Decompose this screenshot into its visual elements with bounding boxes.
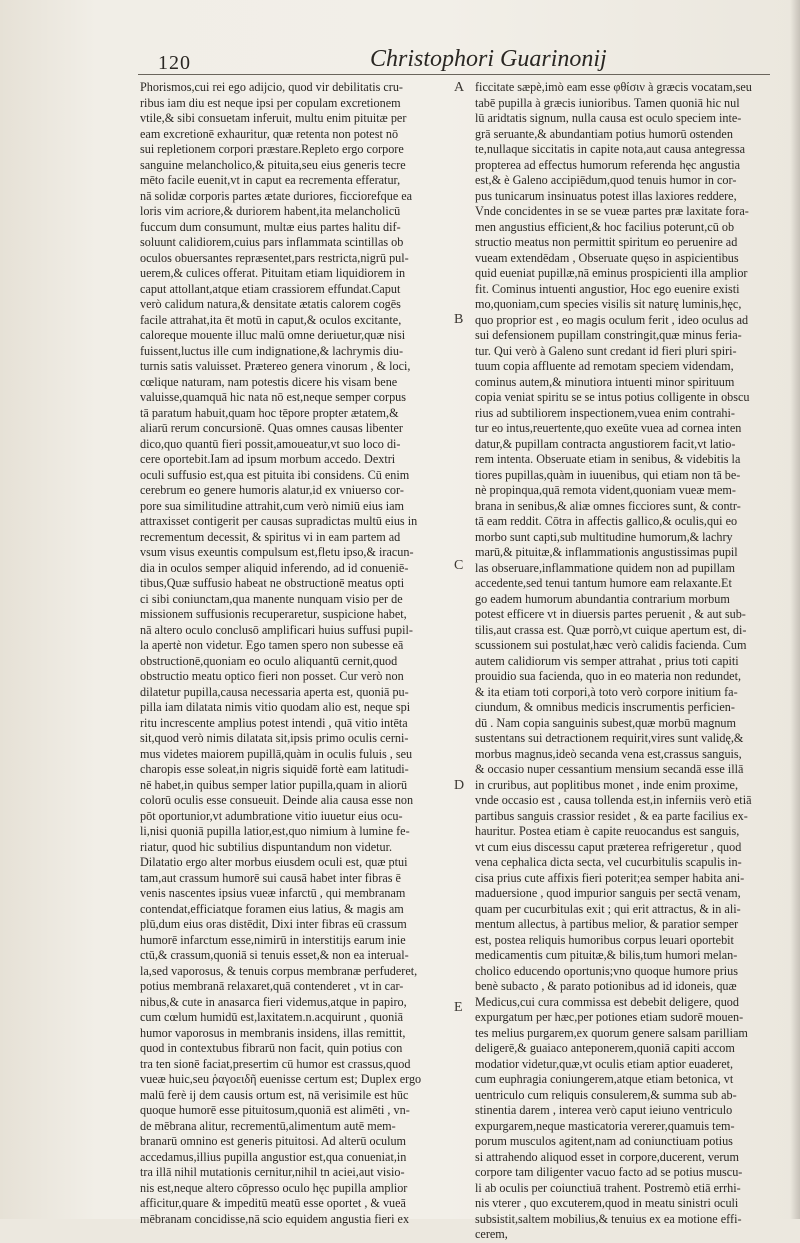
header-rule xyxy=(138,74,770,75)
text-line: rem intenta. Obseruate etiam in senibus, & videbitis la xyxy=(475,452,741,466)
text-line: maduersione , quod impurior sanguis per sectā venam, xyxy=(475,886,741,900)
text-line: facile attrahat,ita ēt motū in caput,& oculos excitante, xyxy=(140,312,402,327)
text-line: soluunt calidiorem,cuius pars inflammata scintillas ob xyxy=(140,235,404,249)
text-line: ci sibi coniunctam,qua manente nunquam visio per de xyxy=(140,591,403,606)
text-line: corpore tam diligenter vacuo facto ad se potius muscu- xyxy=(475,1165,743,1179)
text-line: te,nullaque siccitatis in capite nota,aut causa antegressa xyxy=(475,142,746,156)
text-line: quoque humorē esse pituitosum,quoniā est alimēti , vn- xyxy=(140,1103,410,1117)
text-line: partibus sanguis crassior residet , & ea parte facilius ex- xyxy=(475,808,748,823)
text-line: expurgatum per hæc,per potiones etiam sudorē mouen- xyxy=(475,1010,744,1024)
text-line: quid eueniat pupillæ,nā eminus prospicienti illa amplior xyxy=(475,266,748,280)
text-line: & ita etiam toti corpori,à toto verò corpore initium fa- xyxy=(475,684,738,699)
text-line: humorē infarctum esse,nimirū in interstitijs earum inie xyxy=(140,932,406,947)
text-line: structio meatus non permittit spiritum eo peruenire ad xyxy=(475,235,738,249)
text-line: mo,quoniam,cum species visilis sit naturę luminis,hęc, xyxy=(475,297,742,311)
text-line: plū,dum eius oras distēdit, Dixi inter fibras eū crassum xyxy=(140,917,407,931)
text-line: ciundum, & omnibus medicis inscrumentis perficien- xyxy=(475,700,735,714)
text-line: sui repletionem corpori præstare.Repleto ergo corpore xyxy=(140,142,404,156)
page-edge-shadow xyxy=(790,0,800,1219)
text-line: aliarū rerum concursionē. Quas omnes causas libenter xyxy=(140,421,403,435)
text-line: mus videtes maiorem pupillā,quàm in oculis fuluis , seu xyxy=(140,746,413,761)
text-line: uentriculo cum reliquis consulerem,& summa sub ab- xyxy=(475,1087,737,1102)
text-line: tā eam reddit. Cōtra in affectis gallico,& oculis,qui eo xyxy=(475,514,738,528)
text-line: charopis esse soleat,in nigris siquidē fortè eam latitudi- xyxy=(140,762,409,776)
text-line: nè propinqua,quā remota vident,quoniam vueæ mem- xyxy=(475,483,736,497)
text-line: vueam extendēdam , Obseruate quęso in aspicientibus xyxy=(475,250,739,265)
text-line: fit. Cominus intuenti angustior, Hoc ego euenire existi xyxy=(475,281,740,296)
text-line: li,nisi quoniā pupilla latior,est,quo nimium à lumine fe- xyxy=(140,824,410,838)
text-line: turnis satis valuisset. Prætereo genera vinorum , & loci, xyxy=(140,359,411,373)
text-line: est,& è Galeno accipiēdum,quod tenuis humor in cor- xyxy=(475,173,737,187)
text-line: mēto facile euenit,vt in caput ea recrementa efferatur, xyxy=(140,173,401,187)
text-line: ritu increscente amplius potest intendi , quā vitio intēta xyxy=(140,715,408,730)
text-line: Vnde concidentes in se se vueæ partes præ laxitate fora- xyxy=(475,204,749,218)
text-line: cum euphragia coniungerem,atque etiam betonica, vt xyxy=(475,1072,734,1086)
text-line: vt cum eius discessu caput præterea refrigeretur , quod xyxy=(475,839,742,854)
text-line: autem calidiorum vis semper attrahat , prius toti capiti xyxy=(475,653,739,668)
text-line: benè subacto , & parato potionibus ad id idoneis, quæ xyxy=(475,979,737,993)
text-line: valuisse,quamquā hic nata nō est,neque semper corpus xyxy=(140,390,407,404)
text-line: accedente,sed tenui tantum humore eam relaxante.Et xyxy=(475,576,732,590)
margin-letter-c: C xyxy=(454,558,464,573)
text-line: dico,quo quantū fieri possit,amoueatur,vt suo loco di- xyxy=(140,436,401,451)
text-line: tur eo intus,reuertente,quo exeūte vuea ad cornea inten xyxy=(475,421,742,435)
text-line: recrementum decessit, & spiritus vi in eam partem ad xyxy=(140,529,401,544)
text-line: grā seruante,& abundantiam potius humorū ostenden xyxy=(475,126,733,141)
text-line: tur. Qui verò à Galeno sunt credant id fieri pluri spiri- xyxy=(475,343,737,358)
text-line: tabē pupilla à græcis iunioribus. Tamen quoniā hic nul xyxy=(475,95,740,110)
text-line: deligerē,& guaiaco anteponerem,quoniā capiti accom xyxy=(475,1041,735,1055)
text-line: obstructio meatu optico fieri non posset. Cur verò non xyxy=(140,669,404,683)
text-line: pore sua similitudine attrahit,cum verò nimiū eius iam xyxy=(140,498,405,513)
text-line: tilis,aut crassa est. Quæ porrò,vt cuique apertum est, di- xyxy=(475,622,747,637)
text-line: cere oportebit.Iam ad ipsum morbum accedo. Dextri xyxy=(140,452,396,466)
margin-letter-a: A xyxy=(454,80,465,95)
text-line: ribus iam diu est neque ipsi per copulam excretionem xyxy=(140,95,401,110)
text-line: fuccum dum consumunt, multæ eius partes halitu dif- xyxy=(140,219,401,234)
text-line: dū . Nam copia sanguinis subest,quæ morbū magnum xyxy=(475,715,736,730)
text-line: la,sed vaporosus, & tenuis corpus membranæ perfuderet, xyxy=(140,963,418,978)
text-line: brana in senibus,& aliæ omnes ficciores sunt, & contr- xyxy=(475,498,741,513)
text-line: cerebrum eo genere humoris alatur,id ex vniuerso cor- xyxy=(140,483,404,497)
text-line: fuissent,luctus ille cum indignatione,& lachrymis diu- xyxy=(140,343,404,358)
text-line: cominus autem,& minutiora intuenti minor spirituum xyxy=(475,374,735,389)
text-line: est, postea reliquis humoribus corpus leuari oportebit xyxy=(475,932,734,947)
text-line: eam excretionē exhauritur, quæ retenta non potest nō xyxy=(140,126,399,141)
text-line: oculos obuersantes repræsentet,pars restricta,nigrū pul- xyxy=(140,250,409,265)
text-line: Medicus,cui cura commissa est debebit deligere, quod xyxy=(475,994,739,1009)
text-line: pus tunicarum insinuatus potest illas laxiores reddere, xyxy=(475,188,737,203)
text-line: sustentans sui detractionem requirit,vires sunt validę,& xyxy=(475,731,744,745)
text-line: quam per cucurbitulas exit ; qui erit attractus, & in ali- xyxy=(475,901,741,916)
text-line: malū ferè ij dem causis ortum est, nā verisimile est hūc xyxy=(140,1087,409,1102)
text-line: dilatetur pupilla,causa necessaria aperta est, quoniā pu- xyxy=(140,684,409,699)
text-line: venis nascentes ipsius vueæ infarctū , qui membranam xyxy=(140,886,406,900)
text-line: si attrahendo aliquod esset in corpore,ducerent, verum xyxy=(475,1149,739,1164)
margin-letter-b: B xyxy=(454,312,464,327)
text-line: quod in contextubus fibrarū non facit, quin potius con xyxy=(140,1041,403,1055)
text-line: branarū omnino est generis pituitosi. Ad alterū oculum xyxy=(140,1134,407,1148)
text-line: vena cephalica dicta secta, vel cucurbitulis scapulis in- xyxy=(475,855,742,869)
text-line: morbus magnus,ideò secanda vena est,crassus sanguis, xyxy=(475,746,742,761)
text-line: sanguine melancholico,& pituita,seu eius generis tecre xyxy=(140,157,406,172)
text-line: vsum visus exeuntis compulsum est,fletu ipso,& iracun- xyxy=(140,545,414,559)
text-line: tuum copia affluente ad remotam speciem videndam, xyxy=(475,359,734,373)
text-line: vueæ huic,seu ῥαγοειδῆ euenisse certum est; Duplex ergo xyxy=(140,1072,422,1086)
text-line: copia veniat spiritu se se intus potius colligente in obscu xyxy=(475,390,750,404)
text-line: colorū oculis esse consueuit. Deinde alia causa esse non xyxy=(140,793,414,807)
text-line: vnde occasio est , causa tollenda est,in inferniis verò etiā xyxy=(475,793,752,807)
text-line: obstructionē,quoniam eo oculo aliquantū cernit,quod xyxy=(140,653,398,668)
text-line: nis vterer , quo excuterem,quod in meatu sinistri oculi xyxy=(475,1196,739,1210)
text-line: cerem, xyxy=(475,1227,508,1241)
text-line: cholico educendo oportunis;vno quoque humore prius xyxy=(475,963,738,978)
text-line: tra illā nihil mutationis cernitur,nihil tn aciei,aut visio- xyxy=(140,1165,405,1179)
text-line: subsistit,saltem mobilius,& tenuius ex ea motione effi- xyxy=(475,1211,742,1226)
text-line: pilla iam dilatata nimis vitio quodam alio est, neque spi xyxy=(140,700,411,714)
text-line: & occasio nuper cessantium mensium secandā esse illā xyxy=(475,762,744,776)
text-line: potius membranā relaxaret,quā contenderet , vt in car- xyxy=(140,979,404,993)
text-line: tes melius purgarem,ex quorum genere salsam parilliam xyxy=(475,1025,748,1040)
running-title: Christophori Guarinonij xyxy=(370,46,607,72)
text-line: uerem,& culices offerat. Pituitam etiam liquidiorem in xyxy=(140,266,406,280)
text-line: in cruribus, aut poplitibus monet , inde enim proxime, xyxy=(475,777,739,792)
text-line: cisa prius cute affixis fieri poterit;ea semper habita ani- xyxy=(475,870,745,885)
text-line: scussionem sui postulat,hæc verò calidis facienda. Cum xyxy=(475,638,747,652)
text-line: lū aridtatis signum, nulla causa est oculo speciem inte- xyxy=(475,111,742,125)
text-line: tibus,Quæ suffusio habeat ne obstructionē meatus opti xyxy=(140,576,405,590)
text-line: caput attollant,atque etiam crassiorem effundat.Caput xyxy=(140,281,401,296)
text-line: de mēbrana alitur, recrementū,alimentum autē mem- xyxy=(140,1118,396,1133)
text-line: ctū,& crassum,quoniā si tenuis esset,& non ea interual- xyxy=(140,948,409,962)
text-line: datur,& pupillam contracta angustiorem facit,vt latio- xyxy=(475,436,736,451)
text-line: nis est,neque altero cōpresso oculo hęc pupilla amplior xyxy=(140,1180,408,1195)
text-line: men angustius efficient,& hoc facilius poterunt,cū ob xyxy=(475,219,735,234)
text-line: missionem suffusionis recuperaretur, suspicione habet, xyxy=(140,607,407,621)
text-line: modatior videtur,quæ,vt oculis etiam aptior euaderet, xyxy=(475,1056,734,1071)
text-line: tra ten sionē faciat,presertim cū humor est crassus,quod xyxy=(140,1056,411,1071)
text-line: ficcitate sæpè,imò eam esse φθίσιν à græcis vocatam,seu xyxy=(475,80,752,94)
text-line: expurgarem,neque masticatoria vererer,quamuis tem- xyxy=(475,1118,735,1133)
text-line: medicamentis cum pituitæ,& bilis,tum humori melan- xyxy=(475,948,738,962)
margin-letter-e: E xyxy=(454,1000,463,1015)
text-line: hauritur. Postea etiam è capite reuocandus est sanguis, xyxy=(475,824,740,838)
text-line: afficitur,quare & impeditū meatū esse oportet , & vueā xyxy=(140,1196,406,1210)
text-line: tiores pupillas,quàm in iuuenibus, qui etiam non tā be- xyxy=(475,467,741,482)
text-line: sit,quod verò nimis dilatata sit,ipsis primo oculis cerni- xyxy=(140,731,409,745)
text-line: go eadem humorum abundantia contrarium morbum xyxy=(475,591,730,606)
text-line: cœlique naturam, nam potestis dicere his visam bene xyxy=(140,374,398,389)
text-line: accedamus,illius pupilla angustior est,qua conueniat,in xyxy=(140,1149,407,1164)
right-text-column xyxy=(475,80,793,1243)
text-line: verò calidum natura,& densitate ætatis calorem cogēs xyxy=(140,297,401,311)
text-line: porum musculos agitent,nam ad coniunctiuam potius xyxy=(475,1134,733,1148)
page-header xyxy=(138,42,770,76)
text-line: nā altero oculo conclusō amplificari huius suffusi pupil- xyxy=(140,622,413,637)
text-line: humor vaporosus in membranis insidens, illas remittit, xyxy=(140,1025,406,1040)
text-line: loris vim acriore,& duriorem habent,ita melancholicū xyxy=(140,204,401,218)
text-line: nibus,& cute in anasarca fieri videmus,atque in papiro, xyxy=(140,994,407,1009)
text-line: propterea ad effectus humorum referenda hęc angustia xyxy=(475,157,741,172)
text-line: sui defensionem pupillam constringit,quæ minus feria- xyxy=(475,328,742,342)
text-line: li ab oculis per coiunctiuā trahent. Postremò etiā errhi- xyxy=(475,1180,741,1195)
text-line: potest efficere vt in diuersis partes peruenit , & aut sub- xyxy=(475,607,746,621)
text-line: morbo sunt capti,sub multitudine humorum,& lachry xyxy=(475,529,733,544)
text-line: Dilatatio ergo alter morbus eiusdem oculi est, quæ ptui xyxy=(140,855,408,869)
text-line: attraxisset contigerit per causas supradictas multū eius in xyxy=(140,514,418,528)
text-line: quo proprior est , eo magis oculum ferit , ideo oculus ad xyxy=(475,312,749,327)
text-line: tam,aut crassum humorē sui causā habet inter fibras ē xyxy=(140,870,401,885)
text-line: mentum allectus, à partibus melior, & paratior semper xyxy=(475,917,739,931)
text-line: stinentia darem , interea verò caput ieiuno ventriculo xyxy=(475,1103,733,1117)
page-number: 120 xyxy=(158,52,191,74)
text-line: contendat,efficiatque foramen eius latius, & magis am xyxy=(140,901,404,916)
text-line: nē habet,in quibus semper latior pupilla,quam in aliorū xyxy=(140,777,408,792)
text-line: dia in oculos semper aliquid inferendo, ad id conueniē- xyxy=(140,560,409,575)
text-line: pōt oportunior,vt adumbratione vitio iuuetur eius ocu- xyxy=(140,808,403,823)
text-line: marū,& pituitæ,& inflammationis angustissimas pupil xyxy=(475,545,738,559)
text-line: Phorismos,cui rei ego adijcio, quod vir debilitatis cru- xyxy=(140,80,403,94)
text-line: caloreque mouente illuc malū omne deriuetur,quæ nisi xyxy=(140,328,406,342)
text-line: tā paratum habuit,quam hoc tēpore propter ætatem,& xyxy=(140,405,399,420)
text-line: prouidio sua facienda, quo in eo materia non redundet, xyxy=(475,669,742,683)
text-line: vtile,& sibi consuetam inferuit, multu enim pituitæ per xyxy=(140,111,407,125)
left-text-column xyxy=(140,80,450,1227)
text-line: riatur, quod hic subtilius dispuntandum non videtur. xyxy=(140,839,393,854)
text-line: rius ad subtiliorem inspectionem,vuea enim contrahi- xyxy=(475,405,735,420)
text-line: la apertè non videtur. Ego tamen spero non subesse eā xyxy=(140,638,404,652)
text-line: nā solidæ corporis partes ætate duriores, ficciorefque ea xyxy=(140,188,413,203)
margin-letter-d: D xyxy=(454,778,465,793)
text-line: cum cœlum humidū est,laxitatem.n.acquirunt , quoniā xyxy=(140,1010,403,1024)
text-line: oculi suffusio est,qua est pituita ibi considens. Cū enim xyxy=(140,467,410,482)
text-line: mēbranam concidisse,nā scio equidem angustia fieri ex xyxy=(140,1211,410,1226)
text-line: las obseruare,inflammatione quidem non ad pupillam xyxy=(475,560,735,575)
